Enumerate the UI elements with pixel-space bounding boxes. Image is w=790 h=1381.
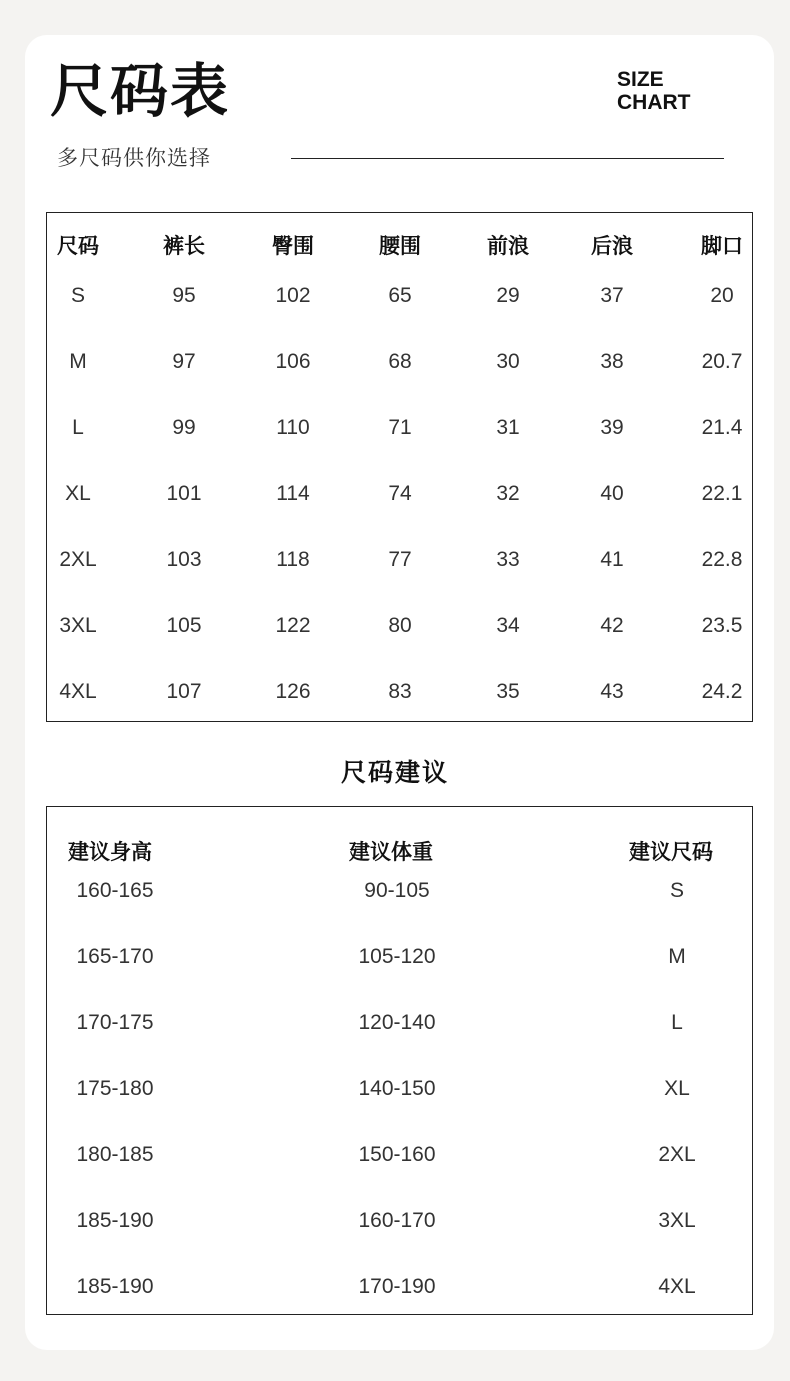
size-table-cell: 107 <box>166 680 202 703</box>
size-table-cell: 43 <box>600 680 624 703</box>
size-table-cell: 106 <box>275 350 311 373</box>
size-table-cell: 122 <box>275 614 311 637</box>
recommend-table-cell: 170-175 <box>76 1011 154 1034</box>
recommend-table-cell: 2XL <box>658 1143 696 1166</box>
recommend-table-header-cell: 建议体重 <box>349 840 433 864</box>
recommend-table-header-cell: 建议身高 <box>68 840 152 864</box>
size-table <box>46 212 753 722</box>
recommend-table-cell: 165-170 <box>76 945 154 968</box>
english-title-line-2: CHART <box>617 91 691 114</box>
size-table-cell: 110 <box>276 416 310 439</box>
size-table-cell: 37 <box>600 284 624 307</box>
size-table-cell: 71 <box>388 416 412 439</box>
size-table-cell: 99 <box>172 416 196 439</box>
size-table-cell: 38 <box>600 350 624 373</box>
size-table-cell: 101 <box>166 482 202 505</box>
size-table-header-cell: 裤长 <box>163 234 205 258</box>
recommend-table-cell: 175-180 <box>76 1077 154 1100</box>
size-table-cell: 65 <box>388 284 412 307</box>
size-table-header-cell: 脚口 <box>701 234 743 258</box>
recommend-table-cell: 185-190 <box>76 1209 154 1232</box>
size-table-cell: 42 <box>600 614 624 637</box>
size-table-cell: 2XL <box>59 548 97 571</box>
size-table-cell: 83 <box>388 680 412 703</box>
size-table-cell: 118 <box>276 548 310 571</box>
size-table-cell: 114 <box>276 482 310 505</box>
size-table-header-cell: 尺码 <box>57 234 99 258</box>
recommend-table-cell: 160-170 <box>358 1209 436 1232</box>
recommend-section-title: 尺码建议 <box>340 758 449 787</box>
recommend-table-cell: 105-120 <box>358 945 436 968</box>
size-table-cell: 22.1 <box>701 482 743 505</box>
recommend-table-cell: 150-160 <box>358 1143 436 1166</box>
size-table-cell: L <box>72 416 84 439</box>
recommend-table-cell: 180-185 <box>76 1143 154 1166</box>
size-table-cell: 126 <box>275 680 311 703</box>
size-table-cell: 102 <box>275 284 311 307</box>
size-table-cell: 33 <box>496 548 520 571</box>
english-title <box>617 68 691 114</box>
recommend-table-cell: L <box>671 1011 683 1034</box>
page-subtitle: 多尺码供你选择 <box>57 146 211 170</box>
size-table-cell: 23.5 <box>701 614 743 637</box>
recommend-table-cell: S <box>669 879 685 902</box>
size-table-cell: 30 <box>496 350 520 373</box>
size-table-cell: 21.4 <box>701 416 743 439</box>
size-table-cell: XL <box>65 482 91 505</box>
size-table-cell: 105 <box>166 614 202 637</box>
recommend-table <box>46 806 753 1315</box>
recommend-table-cell: 140-150 <box>358 1077 436 1100</box>
size-table-cell: 22.8 <box>701 548 743 571</box>
size-table-cell: 4XL <box>59 680 97 703</box>
size-table-cell: 103 <box>166 548 202 571</box>
size-table-cell: 24.2 <box>701 680 743 703</box>
size-table-cell: S <box>70 284 86 307</box>
size-table-cell: 20 <box>710 284 734 307</box>
size-table-cell: 41 <box>600 548 624 571</box>
recommend-table-cell: 160-165 <box>76 879 154 902</box>
size-table-cell: 20.7 <box>701 350 743 373</box>
size-table-cell: 29 <box>496 284 520 307</box>
size-table-cell: 97 <box>172 350 196 373</box>
recommend-table-cell: 185-190 <box>76 1275 154 1298</box>
size-table-header-cell: 臀围 <box>272 234 314 258</box>
size-table-cell: 40 <box>600 482 624 505</box>
english-title-line-1: SIZE <box>617 68 664 91</box>
size-table-header-cell: 后浪 <box>591 234 633 258</box>
header-divider <box>291 158 724 159</box>
recommend-table-cell: 90-105 <box>364 879 430 902</box>
recommend-table-cell: M <box>668 945 686 968</box>
recommend-table-cell: 3XL <box>658 1209 696 1232</box>
page-title: 尺码表 <box>50 57 231 125</box>
size-table-cell: 74 <box>388 482 412 505</box>
recommend-table-header-cell: 建议尺码 <box>629 840 713 864</box>
recommend-table-cell: 120-140 <box>358 1011 436 1034</box>
size-table-cell: 3XL <box>59 614 97 637</box>
recommend-table-cell: XL <box>664 1077 690 1100</box>
size-table-cell: 39 <box>600 416 624 439</box>
size-table-header-cell: 前浪 <box>487 234 529 258</box>
size-table-cell: M <box>69 350 87 373</box>
size-table-cell: 80 <box>388 614 412 637</box>
recommend-table-cell: 4XL <box>658 1275 696 1298</box>
size-table-header-cell: 腰围 <box>379 234 421 258</box>
recommend-table-cell: 170-190 <box>358 1275 436 1298</box>
size-table-cell: 31 <box>496 416 520 439</box>
size-table-cell: 32 <box>496 482 520 505</box>
size-table-cell: 77 <box>388 548 412 571</box>
size-table-cell: 35 <box>496 680 520 703</box>
size-table-cell: 34 <box>496 614 520 637</box>
size-table-cell: 68 <box>388 350 412 373</box>
size-table-cell: 95 <box>172 284 196 307</box>
